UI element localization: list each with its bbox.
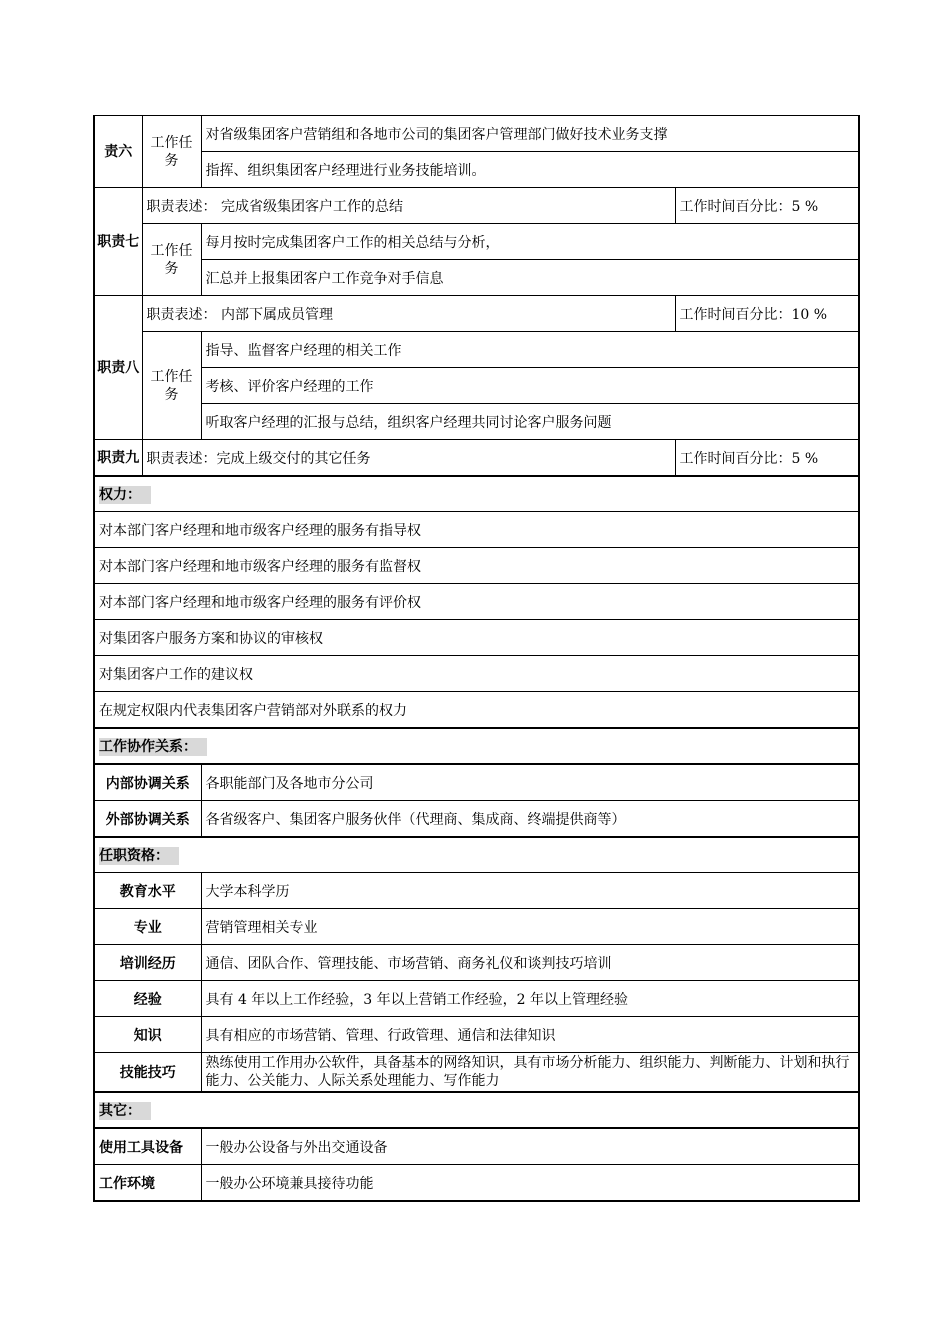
training-value: 通信、团队合作、管理技能、市场营销、商务礼仪和谈判技巧培训 xyxy=(201,945,859,981)
duty7-task-2: 汇总并上报集团客户工作竞争对手信息 xyxy=(201,260,859,296)
education-label: 教育水平 xyxy=(94,873,201,909)
qualification-row xyxy=(94,1017,859,1053)
duty7-statement: 职责表述： 完成省级集团客户工作的总结 xyxy=(142,188,675,224)
duty7-label: 职责七 xyxy=(94,188,142,296)
duty6-row-2 xyxy=(94,152,859,188)
external-coordination-label: 外部协调关系 xyxy=(94,801,201,838)
education-value: 大学本科学历 xyxy=(201,873,859,909)
cooperation-header-row xyxy=(94,728,859,764)
environment-value: 一般办公环境兼具接待功能 xyxy=(201,1165,859,1202)
environment-row xyxy=(94,1165,859,1202)
power-item-2: 对本部门客户经理和地市级客户经理的服务有监督权 xyxy=(94,548,859,584)
knowledge-value: 具有相应的市场营销、管理、行政管理、通信和法律知识 xyxy=(201,1017,859,1053)
internal-coordination-row xyxy=(94,764,859,801)
power-item-5: 对集团客户工作的建议权 xyxy=(94,656,859,692)
power-row xyxy=(94,512,859,548)
duty7-percent: 工作时间百分比：5 % xyxy=(675,188,859,224)
duty7-row-3 xyxy=(94,260,859,296)
experience-value: 具有 4 年以上工作经验，3 年以上营销工作经验，2 年以上管理经验 xyxy=(201,981,859,1017)
duty7-row-1 xyxy=(94,188,859,224)
experience-label: 经验 xyxy=(94,981,201,1017)
qualification-title-text: 任职资格： xyxy=(99,847,179,865)
duty9-statement: 职责表述：完成上级交付的其它任务 xyxy=(142,440,675,477)
power-item-4: 对集团客户服务方案和协议的审核权 xyxy=(94,620,859,656)
duty9-label: 职责九 xyxy=(94,440,142,477)
internal-coordination-label: 内部协调关系 xyxy=(94,764,201,801)
duty6-row-1 xyxy=(94,116,859,152)
duty6-task-2: 指挥、组织集团客户经理进行业务技能培训。 xyxy=(201,152,859,188)
qualification-header-row xyxy=(94,837,859,873)
tools-label: 使用工具设备 xyxy=(94,1128,201,1165)
power-item-3: 对本部门客户经理和地市级客户经理的服务有评价权 xyxy=(94,584,859,620)
qualification-row xyxy=(94,909,859,945)
skills-label: 技能技巧 xyxy=(94,1053,201,1093)
duty7-task-label: 工作任务 xyxy=(142,224,201,296)
qualification-section-title xyxy=(94,837,859,873)
duty6-label: 责六 xyxy=(94,116,142,188)
other-title-text: 其它： xyxy=(99,1102,151,1120)
power-title-text: 权力： xyxy=(99,486,151,504)
power-header-row xyxy=(94,476,859,512)
duty8-task-2: 考核、评价客户经理的工作 xyxy=(201,368,859,404)
power-row xyxy=(94,548,859,584)
external-coordination-value: 各省级客户、集团客户服务伙伴（代理商、集成商、终端提供商等） xyxy=(201,801,859,838)
duty8-statement: 职责表述： 内部下属成员管理 xyxy=(142,296,675,332)
duty8-percent: 工作时间百分比：10 % xyxy=(675,296,859,332)
power-row xyxy=(94,584,859,620)
duty7-task-1: 每月按时完成集团客户工作的相关总结与分析， xyxy=(201,224,859,260)
other-header-row xyxy=(94,1092,859,1128)
qualification-row xyxy=(94,981,859,1017)
power-item-6: 在规定权限内代表集团客户营销部对外联系的权力 xyxy=(94,692,859,729)
duty8-label: 职责八 xyxy=(94,296,142,440)
duty8-task-3: 听取客户经理的汇报与总结，组织客户经理共同讨论客户服务问题 xyxy=(201,404,859,440)
duty6-task-label: 工作任务 xyxy=(142,116,201,188)
cooperation-section-title xyxy=(94,728,859,764)
duty6-task-1: 对省级集团客户营销组和各地市公司的集团客户管理部门做好技术业务支撑 xyxy=(201,116,859,152)
internal-coordination-value: 各职能部门及各地市分公司 xyxy=(201,764,859,801)
duty8-row-1 xyxy=(94,296,859,332)
qualification-row xyxy=(94,1053,859,1093)
duty8-task-label: 工作任务 xyxy=(142,332,201,440)
skills-value: 熟练使用工作用办公软件，具备基本的网络知识，具有市场分析能力、组织能力、判断能力、计划和执行能力、公关能力、人际关系处理能力、写作能力 xyxy=(201,1053,859,1093)
job-description-sheet xyxy=(93,115,858,1202)
duty8-row-2 xyxy=(94,332,859,368)
duty9-percent: 工作时间百分比：5 % xyxy=(675,440,859,477)
knowledge-label: 知识 xyxy=(94,1017,201,1053)
power-item-1: 对本部门客户经理和地市级客户经理的服务有指导权 xyxy=(94,512,859,548)
power-row xyxy=(94,656,859,692)
cooperation-title-text: 工作协作关系： xyxy=(99,738,207,756)
major-label: 专业 xyxy=(94,909,201,945)
qualification-row xyxy=(94,873,859,909)
training-label: 培训经历 xyxy=(94,945,201,981)
duty7-row-2 xyxy=(94,224,859,260)
duty8-row-4 xyxy=(94,404,859,440)
power-row xyxy=(94,620,859,656)
duty8-row-3 xyxy=(94,368,859,404)
tools-value: 一般办公设备与外出交通设备 xyxy=(201,1128,859,1165)
other-section-title xyxy=(94,1092,859,1128)
power-row xyxy=(94,692,859,729)
external-coordination-row xyxy=(94,801,859,838)
environment-label: 工作环境 xyxy=(94,1165,201,1202)
job-description-table xyxy=(93,115,860,1202)
duty8-task-1: 指导、监督客户经理的相关工作 xyxy=(201,332,859,368)
tools-row xyxy=(94,1128,859,1165)
power-section-title xyxy=(94,476,859,512)
duty9-row xyxy=(94,440,859,477)
major-value: 营销管理相关专业 xyxy=(201,909,859,945)
qualification-row xyxy=(94,945,859,981)
